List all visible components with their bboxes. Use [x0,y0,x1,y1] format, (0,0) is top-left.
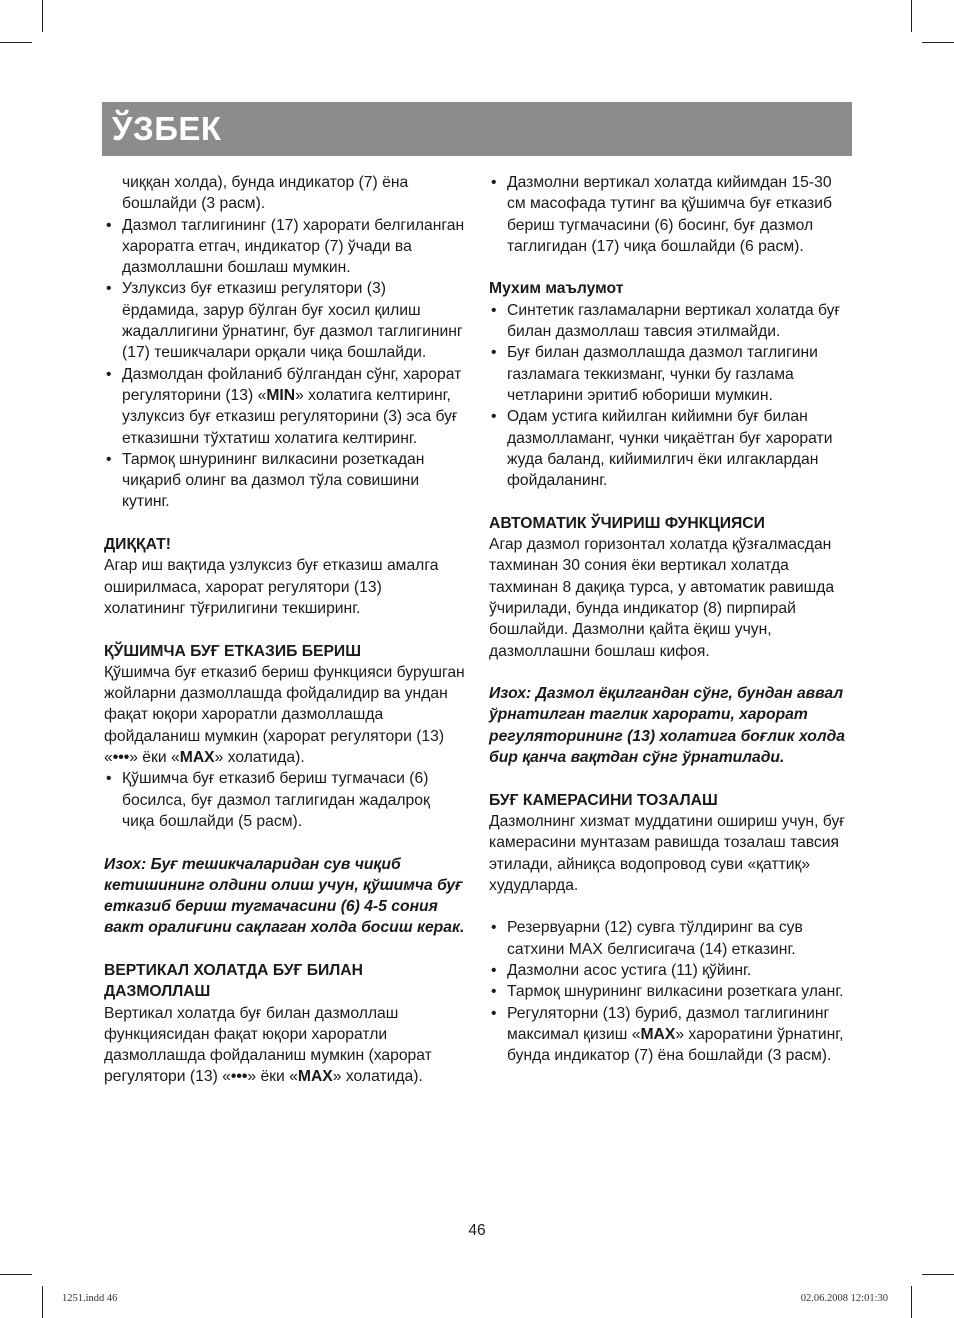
important-heading: Мухим маълумот [489,280,624,298]
max-label: MAX [297,1068,333,1086]
left-column [104,172,466,1088]
crop-mark [911,1286,912,1318]
note-steam-holes: Изох: Буғ тешикчаларидан сув чиқиб кетишининг олдини олиш учун, қўшимча буғ етказиб бериш тугмачасини (6) 4-5 сония вакт оралиғини сақлаган холда босиш керак. [104,855,465,937]
crop-mark [0,42,32,43]
vertical-steam-heading: ВЕРТИКАЛ ХОЛАТДА БУҒ БИЛАН ДАЗМОЛЛАШ [104,961,363,1001]
list-item: • Синтетик газламаларни вертикал холатда буғ билан дазмоллаш тавсия этилмайди. [489,300,853,343]
crop-mark [922,42,954,43]
cleaning-bullets [489,917,853,1066]
intro-continuation: чиққан холда), бунда индикатор (7) ёна бошлайди (3 расм). [122,174,409,213]
cleaning-heading: БУҒ КАМЕРАСИНИ ТОЗАЛАШ [489,791,718,809]
list-item: • Узлуксиз буғ етказиш регулятори (3) ёрдамида, зарур бўлган буғ хосил қилиш жадаллигини ўрнатинг, буғ дазмол таглигининг (17) тешикчалари орқали чиқа бошлайди. [104,278,466,363]
list-item: • Буғ билан дазмоллашда дазмол таглигини газламага теккизманг, чунки бу газлама четларини эритиб юбориши мумкин. [489,342,853,406]
min-label: MIN [266,386,296,404]
note-sole-temperature: Изох: Дазмол ёқилгандан сўнг, бундан аввал ўрнатилган таглик харорати, харорат регуляторининг (13) холатига боғлик холда бир қанча вақтдан сўнг ўрнатилади. [489,685,845,767]
vertical-steam-bullets [489,172,853,257]
list-item: • Қўшимча буғ етказиб бериш тугмачаси (6) босилса, буғ дазмол таглигидан жадалроқ чиқа бошлайди (5 расм). [104,768,466,832]
crop-mark [42,0,43,32]
cleaning-text: Дазмолнинг хизмат муддатини ошириш учун, буғ камерасини мунтазам равишда тозалаш тавсия этилади, айниқса водопровод суви «қаттиқ» худудларда. [489,812,846,894]
file-slug: 1251.indd 46 [62,1293,118,1304]
list-item: • Одам устига кийилган кийимни буғ билан дазмолламанг, чунки чиқаётган буғ харорати жуда баланд, кийимилгич ёки илгаклардан фойдаланинг. [489,406,853,491]
list-item: • Резервуарни (12) сувга тўлдиринг ва сув сатхини MAX белгисигача (14) етказинг. [489,917,853,960]
language-title: ЎЗБЕК [112,110,222,147]
extra-steam-bullets [104,768,466,832]
max-label: MAX [640,1025,676,1043]
vertical-steam-text: Вертикал холатда буғ билан дазмоллаш функциясидан фақат юқори хароратли дазмоллашда фойдаланиш мумкин (харорат регулятори (13) «•••» ёки «MAX» холатида). [104,1004,432,1086]
crop-mark [911,0,912,32]
crop-mark [42,1286,43,1318]
language-header-band [102,102,852,156]
date-slug: 02.06.2008 12:01:30 [800,1293,888,1304]
max-label: MAX [179,749,215,767]
list-item: • Дазмолдан фойланиб бўлгандан сўнг, харорат регуляторини (13) «MIN» холатига келтиринг, узлуксиз буғ етказиш регуляторини (3) эса буғ етказишни тўхтатиш холатига келтиринг. [104,364,466,449]
list-item: • Дазмолни вертикал холатда кийимдан 15-30 см масофада тутинг ва қўшимча буғ етказиб бериш тугмачасини (6) босинг, буғ дазмол таглигидан (17) чиқа бошлайди (6 расм). [489,172,853,257]
important-bullets [489,300,853,492]
list-item: • Дазмол таглигининг (17) харорати белгиланган хароратга етгач, индикатор (7) ўчади ва дазмоллашни бошлаш мумкин. [104,215,466,279]
attention-text: Агар иш вақтида узлуксиз буғ етказиш амалга оширилмаса, харорат регулятори (13) холатининг тўғрилигини текширинг. [104,557,439,617]
extra-steam-heading: ҚЎШИМЧА БУҒ ЕТКАЗИБ БЕРИШ [104,642,361,660]
list-item: • Тармоқ шнурининг вилкасини розеткага уланг. [489,981,853,1002]
list-item: • Дазмолни асос устига (11) қўйинг. [489,960,853,981]
extra-steam-text: Қўшимча буғ етказиб бериш функцияси бурушган жойларни дазмоллашда фойдалидир ва ундан фақат юқори хароратли дазмоллашда фойдаланиш мумкин (харорат регулятори (13) «•••» ёки «MAX» холатида). [104,663,465,767]
page-number: 46 [468,1222,486,1239]
list-item: • Тармоқ шнурининг вилкасини розеткадан чиқариб олинг ва дазмол тўла совишини кутинг. [104,449,466,513]
auto-off-text: Агар дазмол горизонтал холатда қўзғалмасдан тахминан 30 сония ёки вертикал холатда тахминан 8 дақиқа турса, у автоматик равишда ўчирилади, бунда индикатор (8) пирпирай бошлайди. Дазмолни қайта ёқиш учун, дазмоллашни бошлаш кифоя. [489,536,835,660]
operation-bullets [104,215,466,513]
right-column [489,172,853,1066]
list-item: • Регуляторни (13) буриб, дазмол таглигининг максимал қизиш «MAX» хароратини ўрнатинг, бунда индикатор (7) ёна бошлайди (3 расм). [489,1003,853,1067]
auto-off-heading: АВТОМАТИК ЎЧИРИШ ФУНКЦИЯСИ [489,514,765,532]
crop-mark [922,1274,954,1275]
attention-heading: ДИҚҚАТ! [104,536,171,554]
crop-mark [0,1274,32,1275]
